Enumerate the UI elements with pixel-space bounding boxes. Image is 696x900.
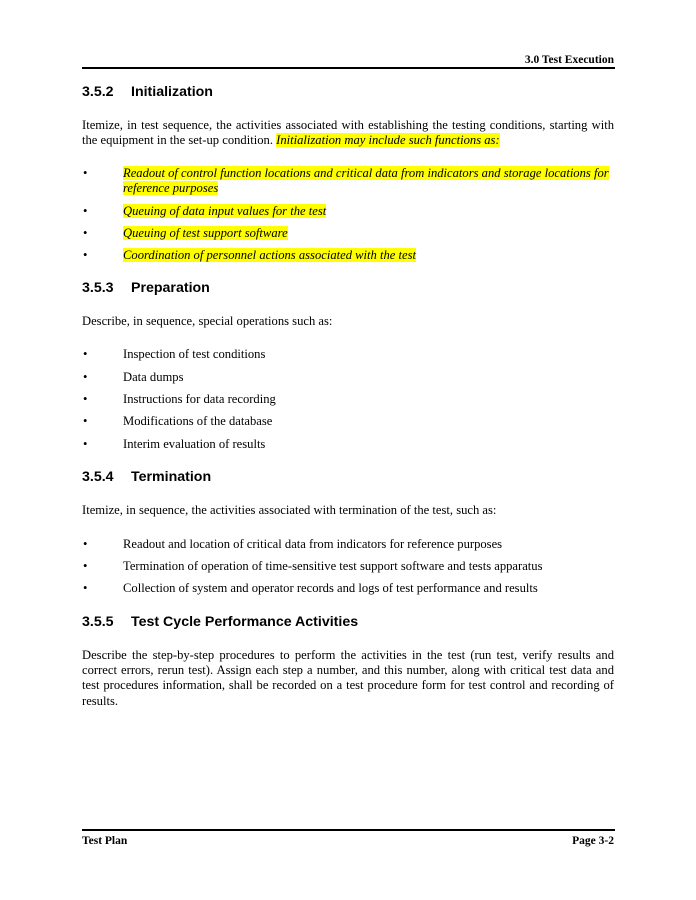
section-heading-preparation [82,280,210,297]
list-item [82,581,614,596]
section-title: Termination [131,469,212,485]
list-item [82,226,614,241]
list-item-text: Modifications of the database [123,414,273,428]
initialization-intro [82,118,614,148]
bullet-icon: • [83,414,88,428]
list-item-text: Readout of control function locations and critical data from indicators and storage locations for reference purposes [123,166,609,196]
intro-text: Itemize, in test sequence, the activities associated with establishing the testing conditions, starting with the equipment in the set-up condition. [82,118,614,148]
section-heading-test-cycle-performance [82,614,358,631]
bullet-icon: • [83,437,88,451]
list-item-text: Data dumps [123,370,184,384]
section-title: Initialization [131,84,213,100]
bullet-icon: • [83,392,88,406]
highlighted-note: Initialization may include such functions as: [276,133,500,148]
bullet-icon: • [83,559,88,573]
footer-rule [82,829,615,831]
list-item-text: Inspection of test conditions [123,347,266,361]
bullet-icon: • [83,581,88,595]
list-item [82,370,614,385]
list-item-text: Readout and location of critical data from indicators for reference purposes [123,537,503,551]
test-cycle-description: Describe the step-by-step procedures to perform the activities in the test (run test, verify results and correct errors, rerun test). Assign each step a number, and this number, along with critical test data and test procedures information, shall be recorded on a test procedure form for test control and recording of results. [82,648,614,708]
bullet-icon: • [83,370,88,384]
bullet-icon: • [83,204,88,218]
section-title: Preparation [131,280,210,296]
list-item-text: Queuing of data input values for the test [123,204,327,218]
list-item [82,559,614,574]
list-item [82,166,614,196]
section-number: 3.5.2 [82,84,114,100]
list-item [82,347,614,362]
list-item [82,248,614,263]
bullet-icon: • [83,166,88,180]
section-title: Test Cycle Performance Activities [131,614,359,630]
termination-intro: Itemize, in sequence, the activities associated with termination of the test, such as: [82,503,497,517]
section-number: 3.5.3 [82,280,114,296]
preparation-intro: Describe, in sequence, special operations such as: [82,314,333,328]
bullet-icon: • [83,226,88,240]
section-heading-termination [82,469,211,486]
header-rule [82,67,615,69]
section-number: 3.5.5 [82,614,114,630]
section-number: 3.5.4 [82,469,114,485]
bullet-icon: • [83,537,88,551]
list-item-text: Collection of system and operator records and logs of test performance and results [123,581,538,595]
list-item [82,414,614,429]
list-item-text: Coordination of personnel actions associated with the test [123,248,417,262]
list-item-text: Instructions for data recording [123,392,276,406]
list-item-text: Termination of operation of time-sensitive test support software and tests apparatus [123,559,543,573]
bullet-icon: • [83,248,88,262]
list-item [82,392,614,407]
footer-page-number: Page 3-2 [572,835,614,847]
section-heading-initialization [82,84,213,101]
running-header: 3.0 Test Execution [524,54,614,66]
list-item-text: Queuing of test support software [123,226,288,240]
list-item [82,204,614,219]
list-item [82,537,614,552]
list-item [82,437,614,452]
list-item-text: Interim evaluation of results [123,437,266,451]
footer-document-title: Test Plan [82,835,128,847]
bullet-icon: • [83,347,88,361]
